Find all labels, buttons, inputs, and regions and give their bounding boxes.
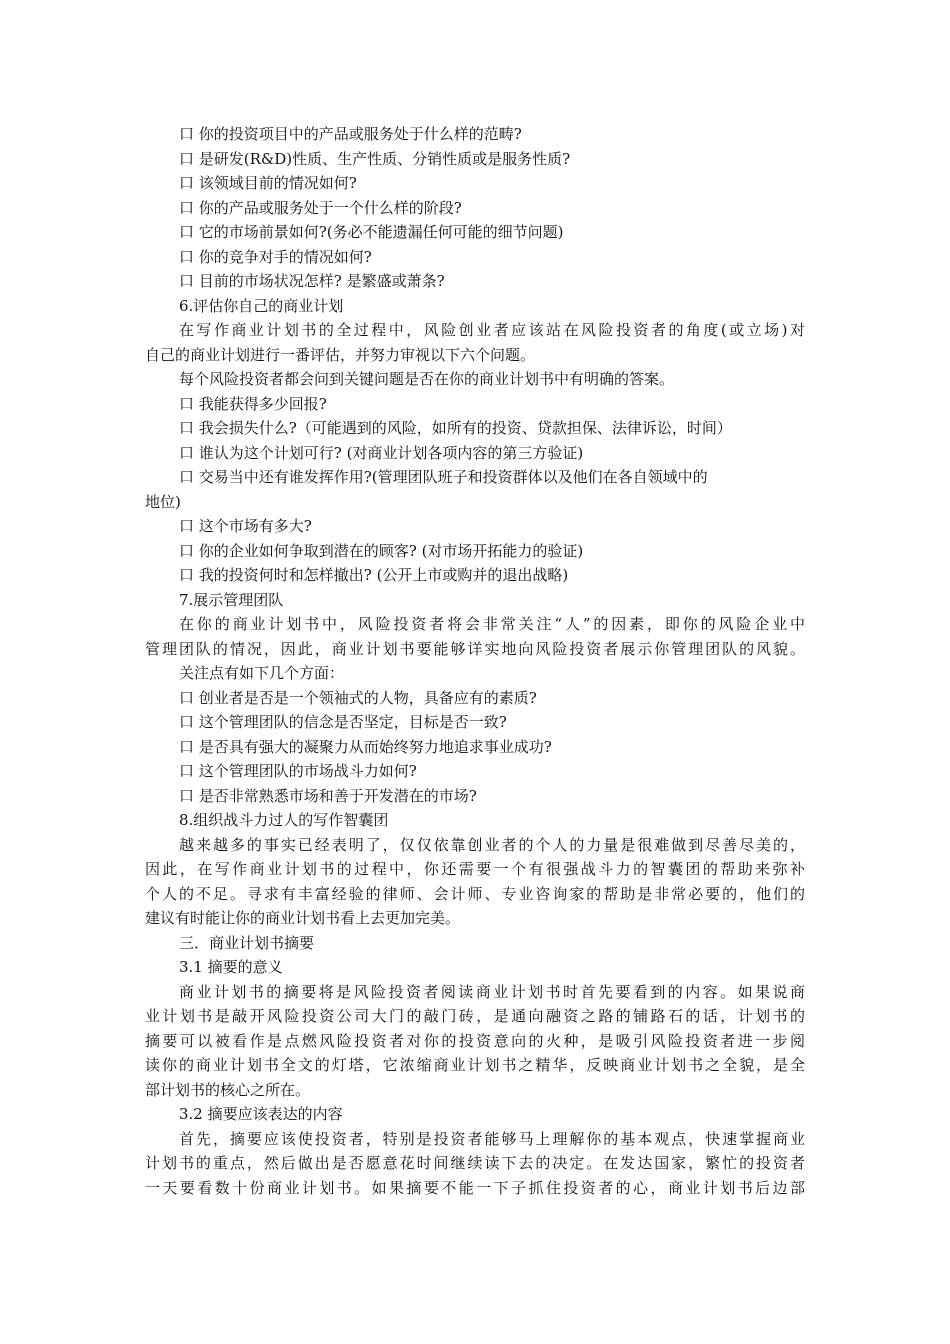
checklist-item: 口 它的市场前景如何?(务必不能遗漏任何可能的细节问题) bbox=[179, 223, 564, 241]
text-line: 自己的商业计划进行一番评估，并努力审视以下六个问题。 bbox=[145, 345, 536, 364]
checklist-item: 口 创业者是否是一个领袖式的人物，具备应有的素质? bbox=[179, 688, 537, 707]
text-line: 因此，在写作商业计划书的过程中，你还需要一个有很强战斗力的智囊团的帮助来弥补 bbox=[145, 860, 805, 878]
section-heading: 7.展示管理团队 bbox=[179, 590, 284, 609]
section-heading: 6.评估你自己的商业计划 bbox=[179, 296, 344, 315]
text-line: 越来越多的事实已经表明了，仅仅依靠创业者的个人的力量是很难做到尽善尽美的， bbox=[179, 835, 805, 854]
text-line: 个人的不足。寻求有丰富经验的律师、会计师、专业咨询家的帮助是非常必要的，他们的 bbox=[145, 884, 805, 903]
checklist-item: 口 是否具有强大的凝聚力从而始终努力地追求事业成功? bbox=[179, 737, 552, 756]
text-line: 在写作商业计划书的全过程中，风险创业者应该站在风险投资者的角度(或立场)对 bbox=[179, 321, 805, 339]
checklist-item: 口 是否非常熟悉市场和善于开发潜在的市场? bbox=[179, 786, 477, 805]
checklist-item: 口 是研发(R&D)性质、生产性质、分销性质或是服务性质? bbox=[179, 149, 571, 168]
checklist-item: 口 你的产品或服务处于一个什么样的阶段? bbox=[179, 198, 462, 217]
checklist-item: 口 你的企业如何争取到潜在的顾客? (对市场开拓能力的验证) bbox=[179, 541, 584, 560]
checklist-item: 口 目前的市场状况怎样? 是繁盛或萧条? bbox=[179, 272, 445, 290]
checklist-item: 口 谁认为这个计划可行? (对商业计划各项内容的第三方验证) bbox=[179, 443, 584, 462]
checklist-item: 口 我会损失什么?（可能遇到的风险，如所有的投资、贷款担保、法律诉讼，时间） bbox=[179, 419, 732, 437]
text-line: 摘要可以被看作是点燃风险投资者对你的投资意向的火种，是吸引风险投资者进一步阅 bbox=[145, 1031, 805, 1050]
section-heading: 3.2 摘要应该表达的内容 bbox=[179, 1105, 343, 1123]
section-heading: 3.1 摘要的意义 bbox=[179, 958, 283, 976]
text-line: 管理团队的情况，因此，商业计划书要能够详实地向风险投资者展示你管理团队的风貌。 bbox=[145, 639, 805, 658]
text-line: 业计划书是敲开风险投资公司大门的敲门砖，是通向融资之路的铺路石的话，计划书的 bbox=[145, 1007, 805, 1025]
text-line: 读你的商业计划书全文的灯塔，它浓缩商业计划书之精华，反映商业计划书之全貌，是全 bbox=[145, 1056, 805, 1074]
checklist-item: 口 这个市场有多大? bbox=[179, 517, 312, 535]
checklist-item: 口 该领域目前的情况如何? bbox=[179, 174, 357, 192]
checklist-item: 口 这个管理团队的信念是否坚定，目标是否一致? bbox=[179, 713, 507, 731]
text-line: 部计划书的核心之所在。 bbox=[145, 1080, 311, 1099]
text-line: 商业计划书的摘要将是风险投资者阅读商业计划书时首先要看到的内容。如果说商 bbox=[179, 982, 805, 1001]
section-heading: 8.组织战斗力过人的写作智囊团 bbox=[179, 811, 389, 829]
text-line: 每个风险投资者都会问到关键问题是否在你的商业计划书中有明确的答案。 bbox=[179, 370, 675, 388]
document-body bbox=[145, 122, 805, 1200]
text-line: 首先，摘要应该使投资者，特别是投资者能够马上理解你的基本观点，快速掌握商业 bbox=[179, 1129, 805, 1148]
section-heading: 三．商业计划书摘要 bbox=[179, 933, 315, 952]
text-line: 计划书的重点，然后做出是否愿意花时间继续读下去的决定。在发达国家，繁忙的投资者 bbox=[145, 1154, 805, 1172]
text-line: 建议有时能让你的商业计划书看上去更加完美。 bbox=[145, 909, 461, 927]
checklist-item: 口 我的投资何时和怎样撤出? (公开上市或购并的退出战略) bbox=[179, 566, 569, 584]
text-line: 在你的商业计划书中，风险投资者将会非常关注“人”的因素，即你的风险企业中 bbox=[179, 615, 805, 633]
text-line: 地位) bbox=[145, 492, 181, 511]
checklist-item: 口 你的投资项目中的产品或服务处于什么样的范畴? bbox=[179, 125, 522, 143]
checklist-item: 口 这个管理团队的市场战斗力如何? bbox=[179, 762, 417, 780]
checklist-item: 口 交易当中还有谁发挥作用?(管理团队班子和投资群体以及他们在各自领域中的 bbox=[179, 468, 708, 486]
text-line: 关注点有如下几个方面： bbox=[179, 664, 345, 682]
checklist-item: 口 你的竞争对手的情况如何? bbox=[179, 247, 372, 266]
text-line: 一天要看数十份商业计划书。如果摘要不能一下子抓住投资者的心，商业计划书后边部 bbox=[145, 1178, 805, 1197]
checklist-item: 口 我能获得多少回报? bbox=[179, 394, 327, 413]
